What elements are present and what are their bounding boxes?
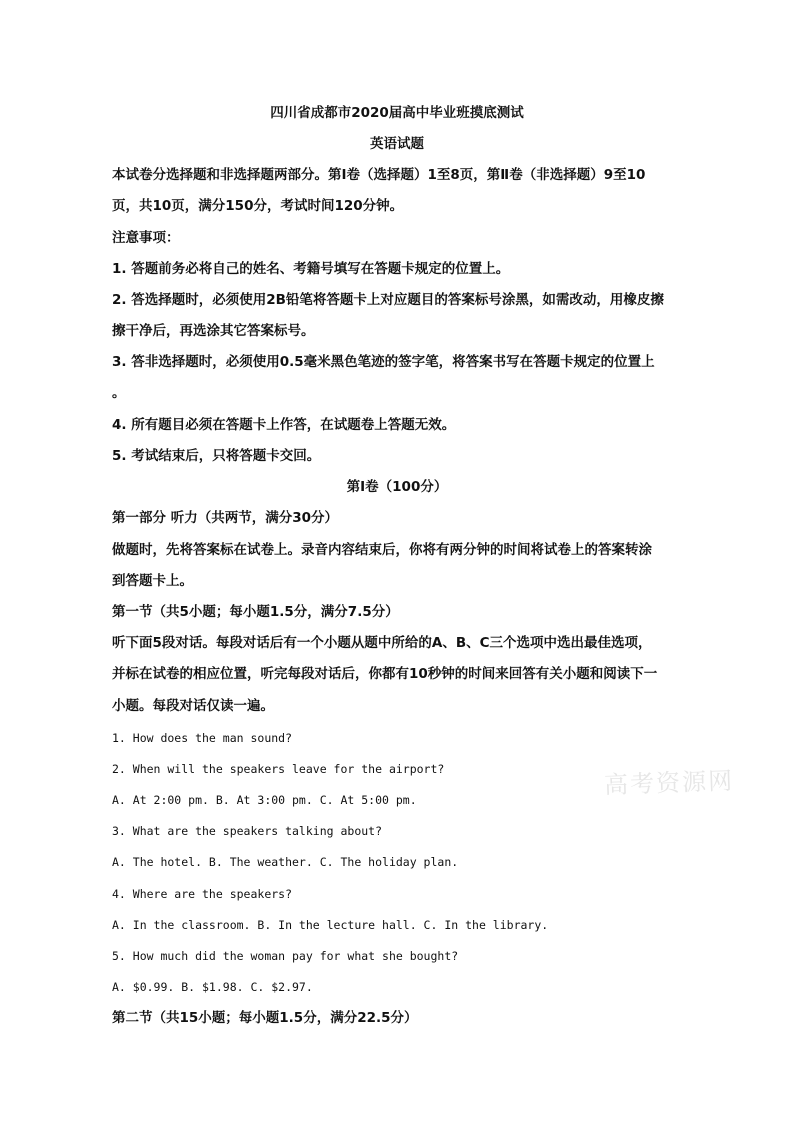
notes-heading: 注意事项： (112, 230, 180, 246)
section-1-instruction-line-1: 听下面5段对话。每段对话后有一个小题从题中所给的A、B、C三个选项中选出最佳选项， (112, 635, 652, 651)
note-2-line-2: 擦干净后，再选涂其它答案标号。 (112, 323, 315, 339)
note-3-line-2: 。 (112, 385, 126, 401)
note-5: 5. 考试结束后，只将答题卡交回。 (112, 448, 321, 464)
note-4: 4. 所有题目必须在答题卡上作答，在试题卷上答题无效。 (112, 417, 456, 433)
question-2: 2. When will the speakers leave for the airport? (112, 762, 445, 776)
section-1-heading: 第一节（共5小题；每小题1.5分，满分7.5分） (112, 604, 399, 620)
question-2-options: A. At 2:00 pm. B. At 3:00 pm. C. At 5:00 pm. (112, 793, 417, 807)
section-1-instruction-line-3: 小题。每段对话仅读一遍。 (112, 698, 274, 714)
part-1-instruction-line-2: 到答题卡上。 (112, 573, 193, 589)
question-5: 5. How much did the woman pay for what she bought? (112, 949, 459, 963)
note-2-line-1: 2. 答选择题时，必须使用2B铅笔将答题卡上对应题目的答案标号涂黑，如需改动，用橡皮擦 (112, 292, 664, 308)
intro-line-2: 页，共10页，满分150分，考试时间120分钟。 (112, 198, 404, 214)
volume-1-title: 第Ⅰ卷（100分） (346, 479, 448, 495)
question-4-options: A. In the classroom. B. In the lecture hall. C. In the library. (112, 918, 549, 932)
question-3-options: A. The hotel. B. The weather. C. The holiday plan. (112, 855, 459, 869)
note-3-line-1: 3. 答非选择题时，必须使用0.5毫米黑色笔迹的签字笔，将答案书写在答题卡规定的位置上 (112, 354, 655, 370)
part-1-heading: 第一部分 听力（共两节，满分30分） (112, 510, 338, 526)
question-5-options: A. $0.99. B. $1.98. C. $2.97. (112, 980, 313, 994)
watermark: 高考资源网 (603, 766, 735, 800)
note-1: 1. 答题前务必将自己的姓名、考籍号填写在答题卡规定的位置上。 (112, 261, 510, 277)
question-4: 4. Where are the speakers? (112, 887, 293, 901)
section-2-heading: 第二节（共15小题；每小题1.5分，满分22.5分） (112, 1010, 418, 1026)
exam-title: 四川省成都市2020届高中毕业班摸底测试 (270, 105, 524, 121)
part-1-instruction-line-1: 做题时，先将答案标在试卷上。录音内容结束后，你将有两分钟的时间将试卷上的答案转涂 (112, 542, 652, 558)
question-1: 1. How does the man sound? (112, 731, 293, 745)
intro-line-1: 本试卷分选择题和非选择题两部分。第Ⅰ卷（选择题）1至8页，第Ⅱ卷（非选择题）9至10 (112, 167, 646, 183)
question-3: 3. What are the speakers talking about? (112, 824, 383, 838)
section-1-instruction-line-2: 并标在试卷的相应位置，听完每段对话后，你都有10秒钟的时间来回答有关小题和阅读下一 (112, 666, 658, 682)
exam-subtitle: 英语试题 (370, 136, 424, 152)
